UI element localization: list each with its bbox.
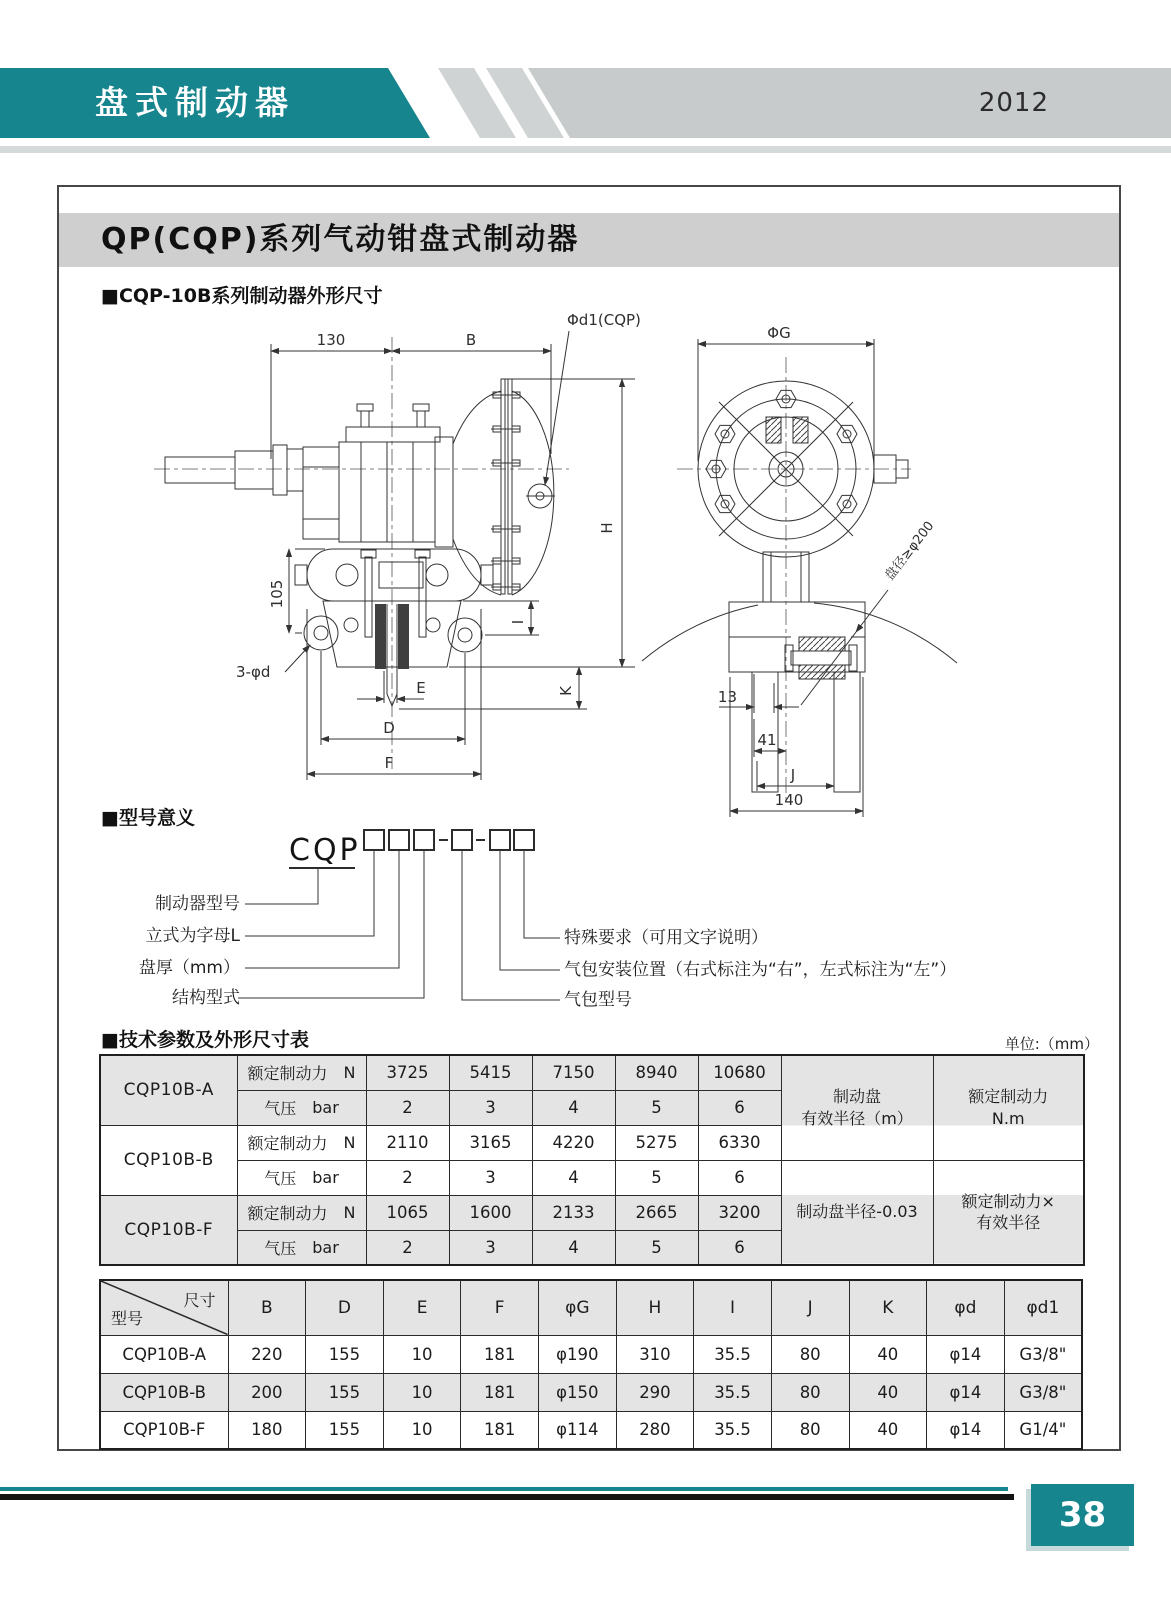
value-cell: 4 (532, 1230, 615, 1265)
value-cell: 4220 (532, 1125, 615, 1160)
radius-value-cell: 制动盘半径-0.03 (781, 1160, 933, 1265)
value-cell: 2110 (366, 1125, 449, 1160)
model-label-vertical: 立式为字母L (145, 926, 240, 946)
column-header: F (461, 1280, 539, 1335)
value-cell: 2665 (615, 1195, 698, 1230)
column-header: φd (927, 1280, 1005, 1335)
label-3-phi-d: 3-φd (236, 663, 271, 681)
model-cell: CQP10B-B (100, 1373, 228, 1411)
header-gray-band (528, 68, 1171, 138)
model-designation-diagram (102, 822, 1002, 1022)
column-header: B (228, 1280, 306, 1335)
param-cell: 气压 bar (237, 1090, 366, 1125)
value-cell: φ14 (927, 1411, 1005, 1449)
technical-drawing (99, 299, 1074, 824)
column-header: φG (539, 1280, 617, 1335)
value-cell: G3/8" (1004, 1373, 1082, 1411)
model-cell: CQP10B-F (100, 1411, 228, 1449)
model-label-special: 特殊要求（可用文字说明） (564, 928, 768, 948)
value-cell: 2133 (532, 1195, 615, 1230)
param-cell: 气压 bar (237, 1160, 366, 1195)
value-cell: 80 (771, 1411, 849, 1449)
value-cell: 2 (366, 1160, 449, 1195)
dim-H: H (598, 522, 616, 534)
model-cell: CQP10B-B (100, 1125, 237, 1195)
dim-13: 13 (717, 688, 737, 706)
value-cell: 3 (449, 1230, 532, 1265)
param-cell: 额定制动力 N (237, 1055, 366, 1090)
param-cell: 额定制动力 N (237, 1195, 366, 1230)
value-cell: φ114 (539, 1411, 617, 1449)
page-title-band (59, 213, 1119, 267)
value-cell: 10 (383, 1335, 461, 1373)
value-cell: 3165 (449, 1125, 532, 1160)
value-cell: 5 (615, 1160, 698, 1195)
value-cell: 6 (698, 1230, 781, 1265)
model-cell: CQP10B-A (100, 1335, 228, 1373)
value-cell: 3725 (366, 1055, 449, 1090)
torque-value-cell: 额定制动力× 有效半径 (933, 1160, 1084, 1265)
value-cell: 5 (615, 1090, 698, 1125)
label-d1: Φd1(CQP) (567, 311, 641, 329)
param-cell: 气压 bar (237, 1230, 366, 1265)
page-title: QP(CQP)系列气动钳盘式制动器 (101, 222, 580, 257)
column-header: φd1 (1004, 1280, 1082, 1335)
value-cell: 10 (383, 1411, 461, 1449)
footer-teal-line (0, 1487, 1008, 1491)
value-cell: 290 (616, 1373, 694, 1411)
dim-G: ΦG (767, 324, 791, 342)
column-header: J (771, 1280, 849, 1335)
model-label-disc-thickness: 盘厚（mm） (138, 958, 240, 978)
value-cell: 3 (449, 1090, 532, 1125)
value-cell: φ150 (539, 1373, 617, 1411)
value-cell: 155 (306, 1411, 384, 1449)
corner-cell (100, 1280, 228, 1335)
value-cell: 8940 (615, 1055, 698, 1090)
model-cell: CQP10B-A (100, 1055, 237, 1125)
banner-title: 盘式制动器 (95, 83, 295, 122)
value-cell: 6330 (698, 1125, 781, 1160)
torque-header-cell: 额定制动力 N.m (933, 1055, 1084, 1160)
param-cell: 额定制动力 N (237, 1125, 366, 1160)
value-cell: 5275 (615, 1125, 698, 1160)
value-cell: 310 (616, 1335, 694, 1373)
value-cell: 155 (306, 1373, 384, 1411)
dim-J: J (790, 766, 796, 784)
disc-diameter-note: 盘径≥φ200 (882, 518, 938, 584)
value-cell: 5415 (449, 1055, 532, 1090)
value-cell: 10680 (698, 1055, 781, 1090)
catalog-year: 2012 (978, 88, 1049, 118)
dim-I: I (509, 619, 527, 625)
model-label-brake-type: 制动器型号 (155, 894, 240, 914)
model-label-chamber-type: 气包型号 (564, 990, 632, 1010)
value-cell: 80 (771, 1335, 849, 1373)
value-cell: 6 (698, 1090, 781, 1125)
value-cell: 181 (461, 1335, 539, 1373)
model-digit-boxes (364, 830, 534, 850)
column-header: E (383, 1280, 461, 1335)
dim-105: 105 (268, 579, 286, 609)
value-cell: 35.5 (694, 1373, 772, 1411)
side-view (154, 337, 569, 769)
model-label-structure: 结构型式 (172, 988, 240, 1008)
value-cell: 181 (461, 1411, 539, 1449)
model-label-chamber-position: 气包安装位置（右式标注为“右”，左式标注为“左”） (564, 960, 957, 980)
value-cell: 4 (532, 1160, 615, 1195)
value-cell: 3200 (698, 1195, 781, 1230)
content-box (57, 185, 1121, 1451)
column-header: I (694, 1280, 772, 1335)
value-cell: 3 (449, 1160, 532, 1195)
corner-label-dimension: 尺寸 (183, 1291, 216, 1310)
header-band (0, 68, 1171, 138)
model-connector-lines (238, 850, 560, 1000)
column-header: K (849, 1280, 927, 1335)
radius-header-cell: 制动盘 有效半径（m） (781, 1055, 933, 1160)
dim-F: F (384, 754, 394, 772)
unit-note: 单位:（mm） (1004, 1035, 1099, 1053)
value-cell: 40 (849, 1335, 927, 1373)
side-view-dimensions (236, 311, 641, 780)
section-dimensions-heading: ■CQP-10B系列制动器外形尺寸 (101, 285, 383, 307)
value-cell: 200 (228, 1373, 306, 1411)
section-model-heading: ■型号意义 (101, 807, 195, 829)
value-cell: 220 (228, 1335, 306, 1373)
value-cell: 80 (771, 1373, 849, 1411)
value-cell: 35.5 (694, 1335, 772, 1373)
value-cell: 2 (366, 1090, 449, 1125)
value-cell: 40 (849, 1373, 927, 1411)
dim-E: E (416, 679, 426, 697)
column-header: D (306, 1280, 384, 1335)
header-rule (0, 146, 1171, 153)
value-cell: 40 (849, 1411, 927, 1449)
value-cell: G1/4" (1004, 1411, 1082, 1449)
value-cell: 10 (383, 1373, 461, 1411)
value-cell: 7150 (532, 1055, 615, 1090)
value-cell: 1600 (449, 1195, 532, 1230)
dim-D: D (383, 719, 395, 737)
model-prefix: CQP (289, 833, 361, 868)
value-cell: 5 (615, 1230, 698, 1265)
column-header: H (616, 1280, 694, 1335)
value-cell: G3/8" (1004, 1335, 1082, 1373)
dim-B: B (465, 331, 477, 349)
page-number-badge: 38 (1031, 1484, 1134, 1546)
dim-130: 130 (316, 331, 346, 349)
value-cell: 4 (532, 1090, 615, 1125)
value-cell: 155 (306, 1335, 384, 1373)
value-cell: 6 (698, 1160, 781, 1195)
value-cell: φ190 (539, 1335, 617, 1373)
value-cell: 35.5 (694, 1411, 772, 1449)
model-cell: CQP10B-F (100, 1195, 237, 1265)
value-cell: φ14 (927, 1335, 1005, 1373)
value-cell: 180 (228, 1411, 306, 1449)
value-cell: 181 (461, 1373, 539, 1411)
performance-table (99, 1054, 1085, 1266)
value-cell: 2 (366, 1230, 449, 1265)
value-cell: 1065 (366, 1195, 449, 1230)
dim-41: 41 (757, 731, 777, 749)
dimension-table (99, 1279, 1083, 1450)
corner-label-model: 型号 (111, 1308, 144, 1328)
footer-black-line (0, 1494, 1014, 1500)
value-cell: φ14 (927, 1373, 1005, 1411)
section-specs-heading: ■技术参数及外形尺寸表 (101, 1029, 309, 1051)
value-cell: 280 (616, 1411, 694, 1449)
dim-140: 140 (774, 791, 804, 809)
front-view (642, 357, 957, 804)
dim-K: K (557, 686, 575, 696)
